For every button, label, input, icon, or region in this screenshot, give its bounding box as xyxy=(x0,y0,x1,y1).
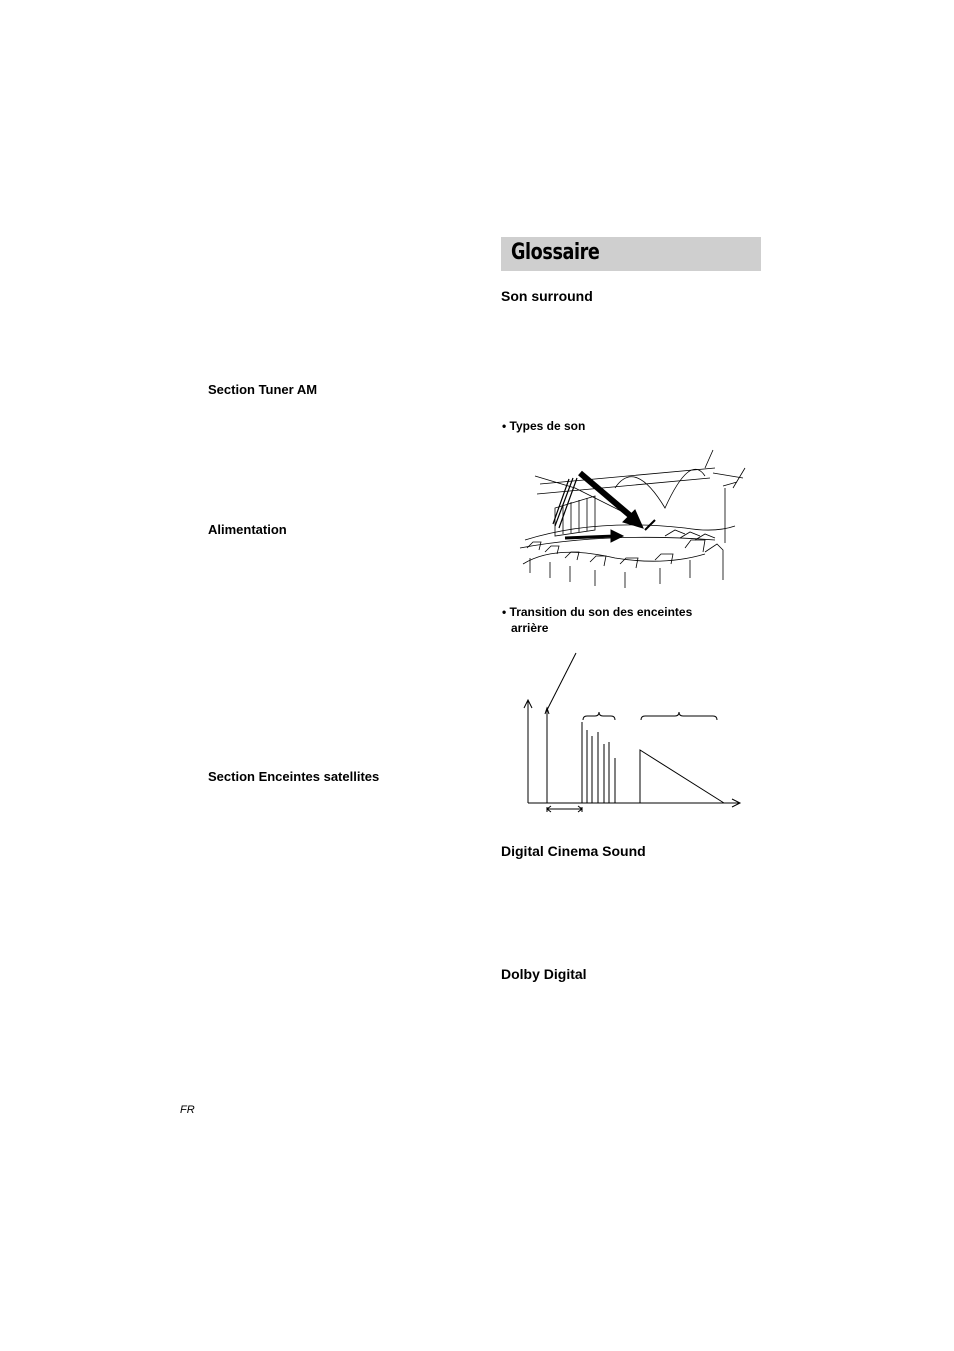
cinema-sound-illustration xyxy=(515,448,745,590)
heading-section-enceintes-satellites: Section Enceintes satellites xyxy=(208,769,380,784)
heading-dolby-digital: Dolby Digital xyxy=(501,966,587,982)
page-language-label: FR xyxy=(180,1104,195,1116)
heading-digital-cinema-sound: Digital Cinema Sound xyxy=(501,843,646,859)
heading-section-tuner-am: Section Tuner AM xyxy=(208,382,318,397)
heading-alimentation: Alimentation xyxy=(208,522,287,537)
glossary-banner xyxy=(501,237,761,271)
bullet-transition-line2: arrière xyxy=(511,621,549,635)
bullet-types-de-son: • Types de son xyxy=(502,419,586,433)
glossary-title: Glossaire xyxy=(511,240,600,265)
bullet-transition-line1: • Transition du son des enceintes xyxy=(502,605,693,619)
rear-sound-transition-diagram xyxy=(520,650,745,815)
heading-son-surround: Son surround xyxy=(501,288,593,304)
bullet-transition-rear-speakers xyxy=(502,604,692,636)
